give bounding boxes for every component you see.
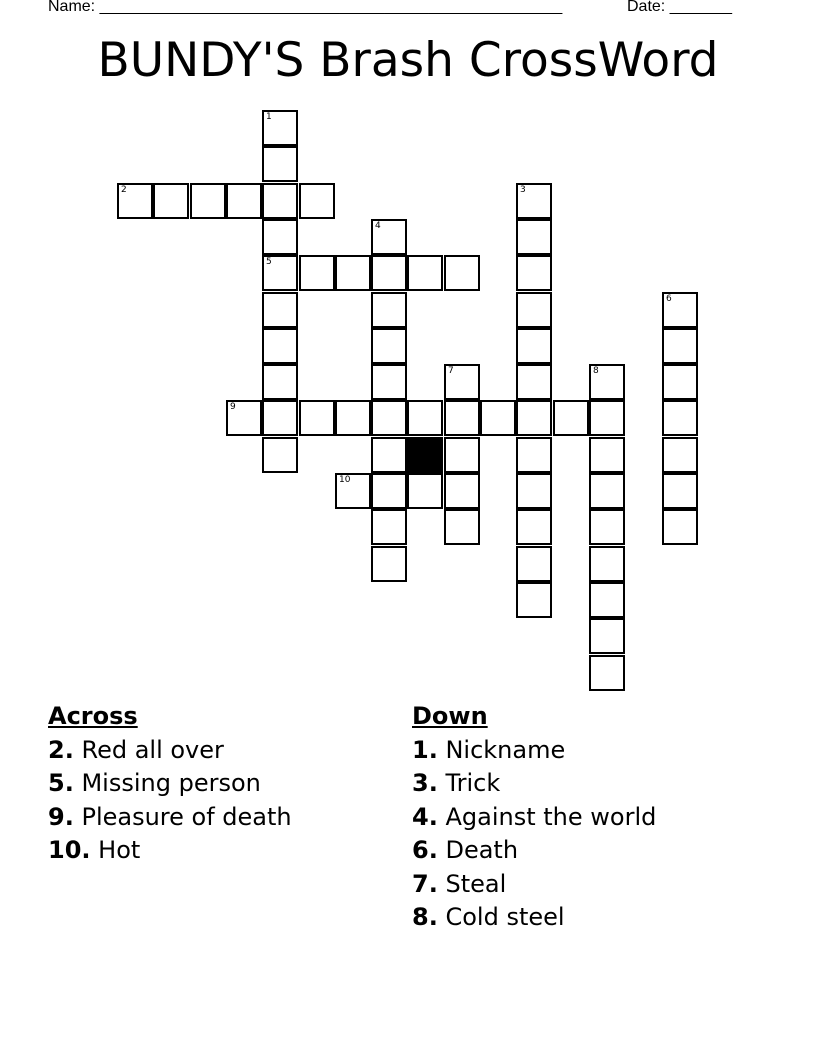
crossword-cell[interactable] <box>371 364 407 400</box>
black-cell <box>407 437 443 473</box>
crossword-cell[interactable] <box>262 437 298 473</box>
clue-number: 4. <box>412 802 438 831</box>
clue-number-label: 7 <box>448 366 454 376</box>
crossword-cell[interactable] <box>444 473 480 509</box>
clue-number-label: 3 <box>520 185 526 195</box>
crossword-cell[interactable] <box>262 292 298 328</box>
clue-number: 10. <box>48 836 91 864</box>
crossword-cell[interactable] <box>444 255 480 291</box>
clue-number-label: 5 <box>266 257 272 267</box>
crossword-cell[interactable] <box>262 219 298 255</box>
page-title: BUNDY'S Brash CrossWord <box>97 33 719 88</box>
down-clue <box>412 801 656 835</box>
crossword-cell[interactable] <box>444 509 480 545</box>
crossword-cell[interactable] <box>262 400 298 436</box>
crossword-cell[interactable] <box>480 400 516 436</box>
clue-text: Death <box>445 836 519 864</box>
clue-text: Steal <box>445 869 507 898</box>
crossword-cell[interactable] <box>516 473 552 509</box>
crossword-cell[interactable] <box>407 255 443 291</box>
crossword-cell[interactable] <box>299 400 335 436</box>
date-line: Date: _______ <box>627 0 732 15</box>
down-clue <box>412 868 656 902</box>
clue-number: 1. <box>412 735 438 764</box>
clue-text: Missing person <box>81 769 261 797</box>
down-clues <box>412 700 656 935</box>
across-clue <box>48 834 292 868</box>
crossword-cell[interactable] <box>589 400 625 436</box>
clue-text: Nickname <box>445 735 566 764</box>
crossword-cell[interactable] <box>371 219 407 255</box>
clue-number: 8. <box>412 903 438 931</box>
crossword-cell[interactable] <box>262 364 298 400</box>
crossword-cell[interactable] <box>589 582 625 618</box>
clue-number-label: 1 <box>266 112 272 122</box>
crossword-cell[interactable] <box>444 400 480 436</box>
across-clues <box>48 700 292 868</box>
crossword-cell[interactable] <box>371 546 407 582</box>
across-heading: Across <box>48 702 138 730</box>
crossword-cell[interactable] <box>407 473 443 509</box>
crossword-cell[interactable] <box>262 183 298 219</box>
clue-number-label: 8 <box>593 366 599 376</box>
crossword-cell[interactable] <box>662 400 698 436</box>
crossword-cell[interactable] <box>662 473 698 509</box>
across-clue <box>48 801 292 835</box>
crossword-cell[interactable] <box>516 183 552 219</box>
crossword-cell[interactable] <box>299 255 335 291</box>
crossword-cell[interactable] <box>662 328 698 364</box>
crossword-cell[interactable] <box>262 146 298 182</box>
crossword-cell[interactable] <box>516 546 552 582</box>
crossword-cell[interactable] <box>662 364 698 400</box>
clue-text: Hot <box>98 836 141 864</box>
name-line: Name: ____________________________________________________ <box>48 0 563 15</box>
clue-number: 7. <box>412 869 438 898</box>
across-clue <box>48 767 292 801</box>
down-heading: Down <box>412 702 488 730</box>
crossword-cell[interactable] <box>589 618 625 654</box>
crossword-cell[interactable] <box>371 255 407 291</box>
clue-number: 3. <box>412 769 438 797</box>
crossword-cell[interactable] <box>371 328 407 364</box>
crossword-cell[interactable] <box>262 255 298 291</box>
down-clue <box>412 901 656 935</box>
crossword-cell[interactable] <box>589 509 625 545</box>
clue-number-label: 4 <box>375 221 381 231</box>
clue-text: Red all over <box>81 735 224 764</box>
down-clue <box>412 767 656 801</box>
crossword-cell[interactable] <box>516 255 552 291</box>
crossword-cell[interactable] <box>444 437 480 473</box>
crossword-cell[interactable] <box>516 328 552 364</box>
crossword-cell[interactable] <box>226 183 262 219</box>
clue-number-label: 2 <box>121 185 127 195</box>
crossword-cell[interactable] <box>516 582 552 618</box>
crossword-cell[interactable] <box>226 400 262 436</box>
crossword-cell[interactable] <box>335 255 371 291</box>
crossword-cell[interactable] <box>335 400 371 436</box>
crossword-cell[interactable] <box>371 437 407 473</box>
across-clue <box>48 734 292 768</box>
crossword-cell[interactable] <box>262 110 298 146</box>
crossword-cell[interactable] <box>553 400 589 436</box>
crossword-cell[interactable] <box>662 292 698 328</box>
clue-number-label: 6 <box>666 294 672 304</box>
crossword-cell[interactable] <box>407 400 443 436</box>
crossword-cell[interactable] <box>516 400 552 436</box>
crossword-cell[interactable] <box>589 546 625 582</box>
crossword-cell[interactable] <box>516 437 552 473</box>
crossword-cell[interactable] <box>589 437 625 473</box>
crossword-cell[interactable] <box>589 364 625 400</box>
crossword-cell[interactable] <box>516 219 552 255</box>
clue-text: Pleasure of death <box>81 802 292 831</box>
clue-text: Trick <box>445 769 501 797</box>
crossword-cell[interactable] <box>662 437 698 473</box>
clue-number: 2. <box>48 735 74 764</box>
crossword-cell[interactable] <box>371 292 407 328</box>
crossword-cell[interactable] <box>516 364 552 400</box>
crossword-cell[interactable] <box>444 364 480 400</box>
crossword-cell[interactable] <box>262 328 298 364</box>
clue-number: 6. <box>412 836 438 864</box>
crossword-cell[interactable] <box>190 183 226 219</box>
crossword-cell[interactable] <box>516 292 552 328</box>
crossword-cell[interactable] <box>117 183 153 219</box>
clue-text: Cold steel <box>445 903 565 931</box>
crossword-cell[interactable] <box>371 509 407 545</box>
crossword-cell[interactable] <box>516 509 552 545</box>
down-clue <box>412 834 656 868</box>
crossword-cell[interactable] <box>153 183 189 219</box>
clue-number: 9. <box>48 802 74 831</box>
clue-text: Against the world <box>445 802 657 831</box>
down-clue <box>412 734 656 768</box>
clue-number: 5. <box>48 769 74 797</box>
clue-number-label: 10 <box>339 475 351 485</box>
crossword-cell[interactable] <box>335 473 371 509</box>
crossword-cell[interactable] <box>371 473 407 509</box>
crossword-cell[interactable] <box>371 400 407 436</box>
crossword-cell[interactable] <box>589 473 625 509</box>
crossword-cell[interactable] <box>589 655 625 691</box>
clue-number-label: 9 <box>230 402 236 412</box>
crossword-cell[interactable] <box>662 509 698 545</box>
crossword-cell[interactable] <box>299 183 335 219</box>
